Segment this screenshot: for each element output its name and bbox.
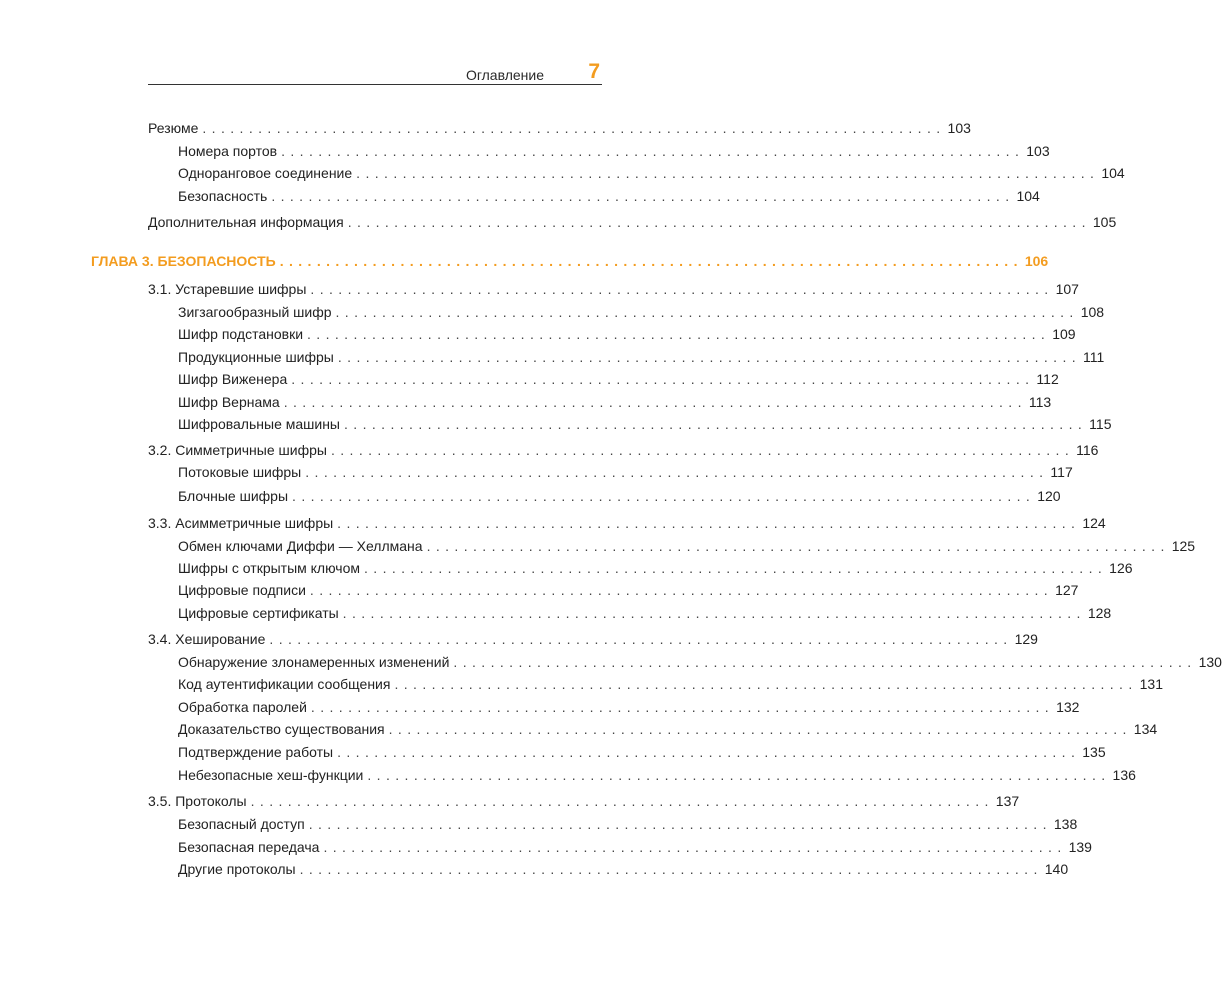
toc-leader-dots: ................................................................................: [342, 605, 1086, 621]
toc-leader-dots: ................................................................................: [291, 371, 1035, 387]
toc-leader-dots: ................................................................................: [367, 767, 1111, 783]
toc-leader-dots: ................................................................................: [364, 560, 1108, 576]
toc-leader-dots: ................................................................................: [279, 253, 1023, 269]
toc-leader-dots: ................................................................................: [307, 326, 1051, 342]
toc-entry: [178, 415, 1112, 433]
toc-entry: [178, 743, 1106, 761]
toc-entry-page: 103: [1026, 143, 1050, 159]
toc-entry-page: 127: [1055, 582, 1079, 598]
toc-entry-label: Безопасная передача: [178, 839, 320, 855]
toc-entry-page: 113: [1028, 394, 1052, 410]
toc-entry-label: Цифровые сертификаты: [178, 605, 339, 621]
toc-leader-dots: ................................................................................: [323, 839, 1067, 855]
toc-entry: [178, 698, 1080, 716]
toc-entry-label: 3.2. Симметричные шифры: [148, 442, 327, 458]
header-title: Оглавление: [465, 67, 544, 83]
toc-entry: [178, 393, 1052, 411]
toc-entry-label: Резюме: [148, 120, 199, 136]
toc-leader-dots: ................................................................................: [337, 515, 1081, 531]
toc-leader-dots: ................................................................................: [281, 143, 1025, 159]
toc-entry: [148, 630, 1038, 648]
toc-entry-label: Шифр Вернама: [178, 394, 280, 410]
toc-leader-dots: ................................................................................: [308, 816, 1052, 832]
toc-leader-dots: ................................................................................: [330, 442, 1075, 458]
toc-entry-label: Шифр Виженера: [178, 371, 288, 387]
toc-entry: [148, 514, 1106, 532]
toc-entry-label: Номера портов: [178, 143, 278, 159]
toc-leader-dots: ................................................................................: [283, 394, 1027, 410]
toc-entry-page: 130: [1198, 654, 1222, 670]
toc-leader-dots: ................................................................................: [426, 538, 1170, 554]
toc-entry-page: 126: [1109, 560, 1133, 576]
toc-entry: [178, 675, 1163, 693]
toc-entry-label: Обнаружение злонамеренных изменений: [178, 654, 450, 670]
toc-leader-dots: ................................................................................: [394, 676, 1138, 692]
toc-entry: [178, 187, 1040, 205]
toc-entry-label: Дополнительная информация: [148, 214, 344, 230]
toc-leader-dots: ................................................................................: [250, 793, 994, 809]
toc-entry-page: 109: [1052, 326, 1076, 342]
toc-entry: [178, 325, 1076, 343]
toc-entry-label: Безопасный доступ: [178, 816, 305, 832]
toc-entry-label: Зигзагообразный шифр: [178, 304, 332, 320]
toc-entry: [178, 720, 1158, 738]
toc-entry-label: Продукционные шифры: [178, 349, 334, 365]
toc-entry: [148, 280, 1079, 298]
toc-leader-dots: ................................................................................: [356, 165, 1100, 181]
toc-entry-page: 115: [1089, 416, 1112, 432]
toc-entry-label: Шифровальные машины: [178, 416, 340, 432]
toc-entry-label: Обработка паролей: [178, 699, 307, 715]
toc-leader-dots: ................................................................................: [337, 349, 1082, 365]
toc-entry-label: 3.5. Протоколы: [148, 793, 247, 809]
toc-leader-dots: ................................................................................: [299, 861, 1043, 877]
toc-entry: [178, 860, 1069, 878]
toc-leader-dots: ................................................................................: [344, 416, 1088, 432]
toc-entry: [178, 370, 1059, 388]
toc-leader-dots: ................................................................................: [347, 214, 1091, 230]
toc-entry-label: Код аутентификации сообщения: [178, 676, 391, 692]
toc-entry: [178, 653, 1222, 671]
toc-entry-label: 3.1. Устаревшие шифры: [148, 281, 307, 297]
toc-entry-label: Небезопасные хеш-функции: [178, 767, 364, 783]
toc-entry-label: Другие протоколы: [178, 861, 296, 877]
toc-entry-page: 107: [1055, 281, 1079, 297]
toc-entry-page: 129: [1014, 631, 1038, 647]
toc-entry-label: Подтверждение работы: [178, 744, 334, 760]
toc-entry-page: 116: [1076, 442, 1099, 458]
toc-leader-dots: ................................................................................: [309, 582, 1054, 598]
toc-entry-page: 132: [1056, 699, 1080, 715]
toc-entry-page: 105: [1092, 214, 1117, 230]
toc-entry-page: 112: [1036, 371, 1059, 387]
toc-entry: [178, 604, 1112, 622]
toc-leader-dots: ................................................................................: [269, 631, 1013, 647]
toc-entry-page: 124: [1082, 515, 1106, 531]
toc-entry-label: Шифр подстановки: [178, 326, 304, 342]
toc-entry: [148, 213, 1117, 231]
toc-leader-dots: ................................................................................: [292, 488, 1036, 504]
toc-entry: [178, 559, 1133, 577]
toc-entry-page: 117: [1050, 464, 1073, 480]
toc-entry-page: 108: [1080, 304, 1105, 320]
toc-entry: [148, 441, 1099, 459]
toc-entry-label: ГЛАВА 3. БЕЗОПАСНОСТЬ: [91, 253, 276, 269]
toc-entry: [178, 766, 1136, 784]
toc-leader-dots: ................................................................................: [310, 699, 1055, 715]
toc-entry-label: Обмен ключами Диффи — Хеллмана: [178, 538, 423, 554]
toc-entry-page: 103: [947, 120, 971, 136]
toc-entry-page: 106: [1024, 253, 1049, 269]
toc-entry-label: 3.3. Асимметричные шифры: [148, 515, 334, 531]
toc-entry: [178, 303, 1105, 321]
toc-entry: [148, 792, 1020, 810]
toc-entry-label: 3.4. Хеширование: [148, 631, 266, 647]
toc-entry-page: 138: [1053, 816, 1078, 832]
toc-entry-page: 131: [1139, 676, 1163, 692]
toc-entry-page: 104: [1101, 165, 1125, 181]
toc-leader-dots: ................................................................................: [305, 464, 1049, 480]
toc-leader-dots: ................................................................................: [202, 120, 946, 136]
toc-entry-page: 135: [1082, 744, 1106, 760]
toc-leader-dots: ................................................................................: [388, 721, 1132, 737]
toc-entry-label: Доказательство существования: [178, 721, 385, 737]
toc-entry: [178, 164, 1125, 182]
toc-entry-page: 139: [1068, 839, 1092, 855]
toc-entry: [178, 838, 1092, 856]
toc-entry: [178, 463, 1073, 481]
toc-leader-dots: ................................................................................: [453, 654, 1197, 670]
toc-entry-page: 120: [1037, 488, 1061, 504]
toc-entry-label: Безопасность: [178, 188, 268, 204]
toc-entry-page: 134: [1133, 721, 1158, 737]
toc-entry-label: Одноранговое соединение: [178, 165, 353, 181]
toc-entry: [178, 348, 1105, 366]
toc-entry-page: 136: [1112, 767, 1136, 783]
header-page-number: 7: [588, 60, 600, 83]
toc-entry: [148, 119, 971, 137]
toc-entry-label: Шифры с открытым ключом: [178, 560, 360, 576]
toc-entry: [178, 537, 1196, 555]
toc-entry-page: 111: [1083, 349, 1105, 365]
toc-entry-label: Потоковые шифры: [178, 464, 302, 480]
toc-entry: [178, 815, 1078, 833]
toc-leader-dots: ................................................................................: [337, 744, 1081, 760]
toc-entry: [178, 142, 1050, 160]
toc-entry: [178, 581, 1079, 599]
toc-chapter-entry: [91, 252, 1049, 270]
toc-entry-page: 125: [1171, 538, 1196, 554]
toc-entry-page: 128: [1087, 605, 1112, 621]
toc-entry-page: 137: [995, 793, 1020, 809]
toc-entry-page: 140: [1044, 861, 1069, 877]
toc-leader-dots: ................................................................................: [271, 188, 1015, 204]
toc-entry-label: Блочные шифры: [178, 488, 289, 504]
toc-leader-dots: ................................................................................: [335, 304, 1079, 320]
toc-entry-label: Цифровые подписи: [178, 582, 306, 598]
toc-entry: [178, 487, 1061, 505]
toc-entry-page: 104: [1016, 188, 1040, 204]
toc-leader-dots: ................................................................................: [310, 281, 1054, 297]
